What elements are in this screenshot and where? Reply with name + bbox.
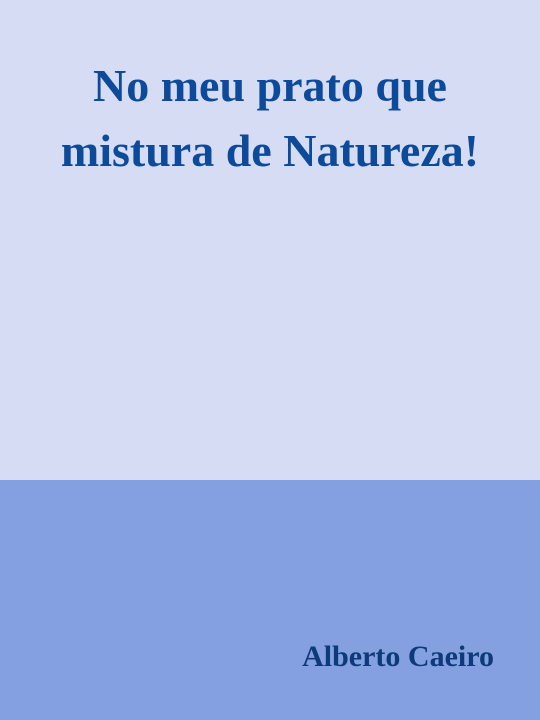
book-title: No meu prato que mistura de Natureza! — [60, 60, 480, 176]
book-author: Alberto Caeiro — [302, 640, 494, 673]
cover-bottom-panel — [0, 480, 540, 720]
